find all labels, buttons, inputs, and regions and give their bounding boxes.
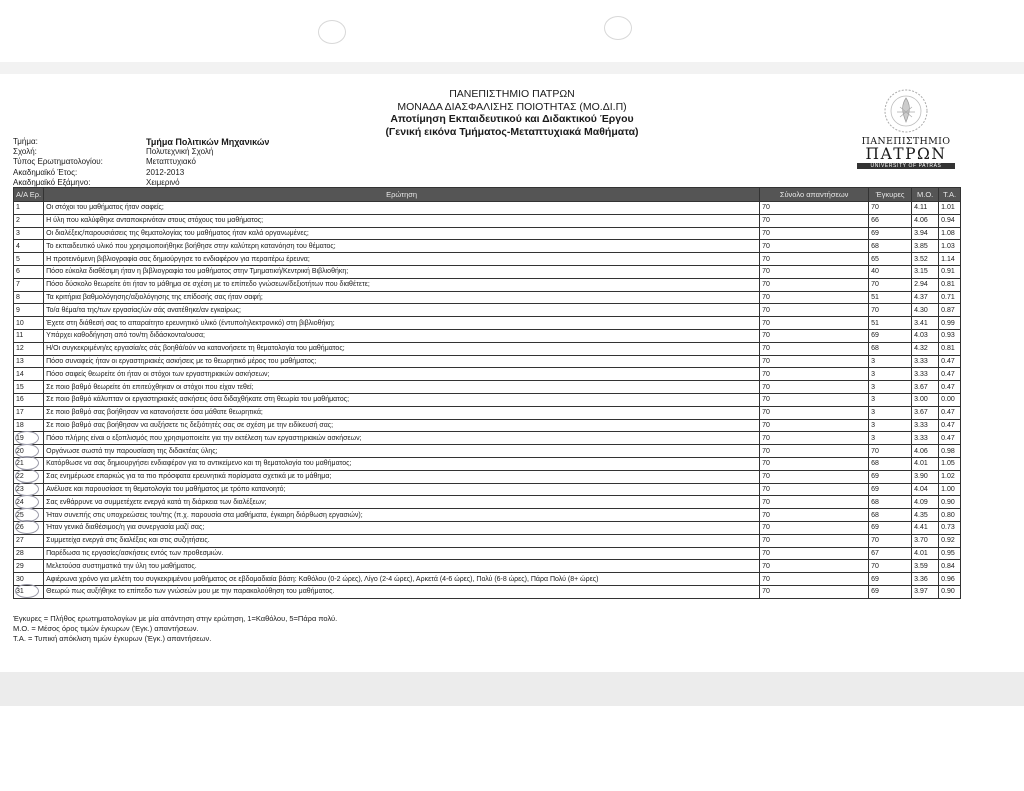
col-header-valid: Έγκυρες	[869, 188, 912, 202]
table-row	[14, 509, 961, 522]
row-mean: 4.35	[912, 509, 939, 522]
row-total: 70	[760, 214, 869, 227]
row-stddev: 0.93	[939, 329, 961, 342]
row-number: 16	[14, 393, 44, 406]
row-question: Σε ποιο βαθμό θεωρείτε ότι επιτεύχθηκαν οι στόχοι που είχαν τεθεί;	[44, 381, 760, 394]
table-row	[14, 381, 961, 394]
seal-icon	[883, 88, 929, 134]
row-number: 22	[14, 470, 44, 483]
row-valid: 70	[869, 202, 912, 215]
table-row	[14, 547, 961, 560]
row-mean: 3.85	[912, 240, 939, 253]
meta-value: 2012-2013	[146, 167, 185, 177]
row-mean: 2.94	[912, 278, 939, 291]
table-row	[14, 278, 961, 291]
handwritten-circle	[15, 495, 39, 509]
table-row	[14, 496, 961, 509]
logo-line2: ΠΑΤΡΩΝ	[865, 145, 947, 163]
row-total: 70	[760, 317, 869, 330]
row-mean: 3.33	[912, 355, 939, 368]
row-stddev: 0.99	[939, 317, 961, 330]
row-question: Έχετε στη διάθεσή σας το απαραίτητο ερευνητικό υλικό (έντυπο/ηλεκτρονικό) στη βιβλιοθήκη;	[44, 317, 760, 330]
row-question: Συμμετείχα ενεργά στις διαλέξεις και στις συζητήσεις.	[44, 534, 760, 547]
meta-row	[13, 137, 406, 147]
row-mean: 3.33	[912, 432, 939, 445]
row-stddev: 1.03	[939, 240, 961, 253]
row-mean: 3.94	[912, 227, 939, 240]
row-total: 70	[760, 585, 869, 598]
results-table	[13, 187, 961, 599]
row-mean: 3.00	[912, 393, 939, 406]
footnote-stddev: Τ.Α. = Τυπική απόκλιση τιμών έγκυρων (Έγκ.) απαντήσεων.	[13, 634, 212, 643]
row-stddev: 0.87	[939, 304, 961, 317]
row-stddev: 1.01	[939, 202, 961, 215]
punch-hole-left	[318, 20, 346, 44]
meta-label: Τμήμα:	[13, 137, 38, 146]
row-mean: 3.70	[912, 534, 939, 547]
row-stddev: 0.96	[939, 573, 961, 586]
table-row	[14, 342, 961, 355]
row-total: 70	[760, 406, 869, 419]
col-header-number: Α/Α Ερ.	[14, 188, 44, 202]
row-question: Τα κριτήρια βαθμολόγησης/αξιολόγησης της επίδοσής σας ήταν σαφή;	[44, 291, 760, 304]
row-valid: 68	[869, 509, 912, 522]
row-number: 17	[14, 406, 44, 419]
row-mean: 3.59	[912, 560, 939, 573]
row-valid: 51	[869, 291, 912, 304]
row-stddev: 0.94	[939, 214, 961, 227]
row-total: 70	[760, 547, 869, 560]
row-number: 24	[14, 496, 44, 509]
meta-label: Σχολή:	[13, 147, 37, 157]
row-total: 70	[760, 329, 869, 342]
row-question: Οι στόχοι του μαθήματος ήταν σαφείς;	[44, 202, 760, 215]
row-stddev: 0.84	[939, 560, 961, 573]
row-mean: 4.41	[912, 521, 939, 534]
row-number: 19	[14, 432, 44, 445]
row-valid: 70	[869, 304, 912, 317]
row-number: 21	[14, 457, 44, 470]
row-question: Πόσο συναφείς ήταν οι εργαστηριακές ασκήσεις με το θεωρητικό μέρος του μαθήματος;	[44, 355, 760, 368]
row-number: 3	[14, 227, 44, 240]
row-stddev: 0.73	[939, 521, 961, 534]
table-row	[14, 457, 961, 470]
row-mean: 4.03	[912, 329, 939, 342]
table-row	[14, 240, 961, 253]
row-total: 70	[760, 393, 869, 406]
row-stddev: 0.90	[939, 585, 961, 598]
row-number: 12	[14, 342, 44, 355]
row-total: 70	[760, 227, 869, 240]
table-row	[14, 227, 961, 240]
row-stddev: 0.81	[939, 278, 961, 291]
handwritten-circle	[15, 482, 39, 496]
row-stddev: 0.47	[939, 368, 961, 381]
scan-noise-bottom	[0, 672, 1024, 706]
row-mean: 3.67	[912, 381, 939, 394]
table-row	[14, 329, 961, 342]
row-number: 15	[14, 381, 44, 394]
meta-label: Τύπος Ερωτηματολογίου:	[13, 157, 103, 167]
table-row	[14, 355, 961, 368]
row-valid: 69	[869, 470, 912, 483]
footnote-mean: Μ.Ο. = Μέσος όρος τιμών έγκυρων (Έγκ.) απαντήσεων.	[13, 624, 199, 633]
col-header-stddev: Τ.Α.	[939, 188, 961, 202]
row-total: 70	[760, 355, 869, 368]
meta-row	[13, 157, 406, 167]
row-stddev: 0.80	[939, 509, 961, 522]
row-stddev: 0.95	[939, 547, 961, 560]
row-number: 30	[14, 573, 44, 586]
meta-row	[13, 147, 406, 157]
row-mean: 3.90	[912, 470, 939, 483]
row-number: 8	[14, 291, 44, 304]
row-stddev: 1.02	[939, 470, 961, 483]
meta-value: Μεταπτυχιακό	[146, 157, 196, 167]
row-number: 6	[14, 265, 44, 278]
report-subtitle: (Γενική εικόνα Τμήματος-Μεταπτυχιακά Μαθήματα)	[385, 125, 639, 138]
row-question: Ήταν γενικά διαθέσιμος/η για συνεργασία μαζί σας;	[44, 521, 760, 534]
row-mean: 3.33	[912, 368, 939, 381]
row-stddev: 0.47	[939, 355, 961, 368]
row-total: 70	[760, 265, 869, 278]
table-row	[14, 304, 961, 317]
logo-line1: ΠΑΝΕΠΙΣΤΗΜΙΟ	[861, 136, 951, 147]
row-question: Σε ποιο βαθμό κάλυπταν οι εργαστηριακές ασκήσεις όσα διδαχθήκατε στη θεωρία του μαθήματος;	[44, 393, 760, 406]
row-question: Η/Οι συγκεκριμένη/ες εργασία/ες σάς βοηθά/ούν να κατανοήσετε τη θεματολογία του μαθήματος;	[44, 342, 760, 355]
report-title: Αποτίμηση Εκπαιδευτικού και Διδακτικού Έργου	[390, 113, 634, 125]
row-stddev: 0.92	[939, 534, 961, 547]
row-total: 70	[760, 342, 869, 355]
handwritten-circle	[15, 431, 39, 445]
row-mean: 4.06	[912, 445, 939, 458]
row-valid: 3	[869, 406, 912, 419]
row-question: Πόσο δύσκολο θεωρείτε ότι ήταν το μάθημα σε σχέση με το επίπεδο γνώσεων/δεξιοτήτων που διαθέτετε;	[44, 278, 760, 291]
meta-label: Ακαδημαϊκό Έτος:	[13, 167, 78, 177]
row-valid: 3	[869, 355, 912, 368]
row-question: Αφιέρωνα χρόνο για μελέτη του συγκεκριμένου μαθήματος σε εβδομαδιαία βάση: Καθόλου (0-2 ώρες), Λίγο (2-4 ώρες), Αρκετά (4-6 ώρες), Πολύ (6-8 ώρες), Πάρα Πολύ (8+ ώρες)	[44, 573, 760, 586]
university-title: ΠΑΝΕΠΙΣΤΗΜΙΟ ΠΑΤΡΩΝ	[449, 88, 575, 100]
row-mean: 3.97	[912, 585, 939, 598]
row-valid: 68	[869, 342, 912, 355]
row-stddev: 0.98	[939, 445, 961, 458]
row-mean: 4.30	[912, 304, 939, 317]
col-header-question: Ερώτηση	[44, 188, 760, 202]
university-logo	[855, 88, 957, 182]
row-total: 70	[760, 381, 869, 394]
table-body	[14, 202, 961, 599]
row-total: 70	[760, 278, 869, 291]
row-question: Μελετούσα συστηματικά την ύλη του μαθήματος.	[44, 560, 760, 573]
row-stddev: 1.08	[939, 227, 961, 240]
row-total: 70	[760, 253, 869, 266]
punch-hole-right	[604, 16, 632, 40]
row-question: Σε ποιο βαθμό σας βοήθησαν να αυξήσετε τις δεξιότητές σας σε σχέση με την ειδίκευσή σας;	[44, 419, 760, 432]
row-number: 14	[14, 368, 44, 381]
row-question: Οι διαλέξεις/παρουσιάσεις της θεματολογίας του μαθήματος ήταν καλά οργανωμένες;	[44, 227, 760, 240]
row-valid: 70	[869, 534, 912, 547]
table-row	[14, 560, 961, 573]
row-valid: 3	[869, 393, 912, 406]
row-total: 70	[760, 496, 869, 509]
meta-value: Χειμερινό	[146, 177, 180, 187]
row-valid: 65	[869, 253, 912, 266]
row-total: 70	[760, 521, 869, 534]
table-footnotes	[13, 614, 337, 644]
row-number: 26	[14, 521, 44, 534]
row-number: 31	[14, 585, 44, 598]
table-row	[14, 317, 961, 330]
row-total: 70	[760, 291, 869, 304]
row-total: 70	[760, 202, 869, 215]
row-question: Οργάνωσε σωστά την παρουσίαση της διδακτέας ύλης;	[44, 445, 760, 458]
row-total: 70	[760, 432, 869, 445]
row-valid: 3	[869, 432, 912, 445]
row-mean: 3.36	[912, 573, 939, 586]
row-mean: 3.41	[912, 317, 939, 330]
table-row	[14, 265, 961, 278]
meta-value: Τμήμα Πολιτικών Μηχανικών	[146, 137, 270, 147]
row-valid: 70	[869, 445, 912, 458]
table-row	[14, 214, 961, 227]
row-number: 28	[14, 547, 44, 560]
row-mean: 4.11	[912, 202, 939, 215]
row-question: Θεωρώ πως αυξήθηκε το επίπεδο των γνώσεών μου με την παρακολούθηση του μαθήματος.	[44, 585, 760, 598]
row-stddev: 0.47	[939, 406, 961, 419]
meta-value: Πολυτεχνική Σχολή	[146, 147, 214, 157]
row-question: Ήταν συνεπής στις υποχρεώσεις του/της (π.χ. παρουσία στα μαθήματα, έγκαιρη διόρθωση εργασιών);	[44, 509, 760, 522]
row-valid: 69	[869, 573, 912, 586]
row-question: Η προτεινόμενη βιβλιογραφία σας δημιούργησε το ενδιαφέρον για περαιτέρω έρευνα;	[44, 253, 760, 266]
row-mean: 4.01	[912, 457, 939, 470]
row-number: 4	[14, 240, 44, 253]
row-number: 2	[14, 214, 44, 227]
meta-row	[13, 168, 406, 178]
table-row	[14, 368, 961, 381]
row-stddev: 0.71	[939, 291, 961, 304]
row-total: 70	[760, 368, 869, 381]
row-valid: 3	[869, 368, 912, 381]
row-valid: 69	[869, 329, 912, 342]
row-number: 13	[14, 355, 44, 368]
col-header-mean: Μ.Ο.	[912, 188, 939, 202]
row-total: 70	[760, 419, 869, 432]
row-number: 9	[14, 304, 44, 317]
row-valid: 69	[869, 585, 912, 598]
row-mean: 3.15	[912, 265, 939, 278]
row-stddev: 0.90	[939, 496, 961, 509]
table-row	[14, 253, 961, 266]
table-row	[14, 534, 961, 547]
row-total: 70	[760, 573, 869, 586]
row-stddev: 1.05	[939, 457, 961, 470]
footnote-valid: Έγκυρες = Πλήθος ερωτηματολογίων με μία απάντηση στην ερώτηση, 1=Καθόλου, 5=Πάρα πολύ.	[13, 614, 338, 623]
row-number: 7	[14, 278, 44, 291]
table-row	[14, 202, 961, 215]
row-valid: 68	[869, 457, 912, 470]
table-row	[14, 419, 961, 432]
table-row	[14, 393, 961, 406]
row-mean: 4.32	[912, 342, 939, 355]
row-question: Το/α θέμα/τα της/των εργασίας/ών σάς ανατέθηκε/αν εγκαίρως;	[44, 304, 760, 317]
row-question: Το εκπαιδευτικό υλικό που χρησιμοποιήθηκε βοήθησε στην καλύτερη κατανόηση του θέματος;	[44, 240, 760, 253]
table-row	[14, 573, 961, 586]
row-question: Σας ενθάρρυνε να συμμετέχετε ενεργά κατά τη διάρκεια των διαλέξεων;	[44, 496, 760, 509]
row-mean: 3.52	[912, 253, 939, 266]
row-number: 5	[14, 253, 44, 266]
row-mean: 3.67	[912, 406, 939, 419]
row-total: 70	[760, 509, 869, 522]
col-header-total: Σύνολο απαντήσεων	[760, 188, 869, 202]
row-mean: 4.01	[912, 547, 939, 560]
row-question: Ανέλυσε και παρουσίασε τη θεματολογία του μαθήματος με τρόπο κατανοητό;	[44, 483, 760, 496]
row-question: Πόσο πλήρης είναι ο εξοπλισμός που χρησιμοποιείτε για την εκτέλεση των εργαστηριακών ασκήσεων;	[44, 432, 760, 445]
row-number: 18	[14, 419, 44, 432]
row-number: 29	[14, 560, 44, 573]
row-total: 70	[760, 240, 869, 253]
table-row	[14, 432, 961, 445]
row-stddev: 0.47	[939, 419, 961, 432]
table-row	[14, 521, 961, 534]
row-question: Κατόρθωσε να σας δημιουργήσει ενδιαφέρον για το αντικείμενο και τη θεματολογία του μαθήματος;	[44, 457, 760, 470]
row-question: Πόσο σαφείς θεωρείτε ότι ήταν οι στόχοι των εργαστηριακών ασκήσεων;	[44, 368, 760, 381]
row-total: 70	[760, 445, 869, 458]
row-valid: 70	[869, 560, 912, 573]
row-stddev: 0.81	[939, 342, 961, 355]
row-mean: 4.37	[912, 291, 939, 304]
row-total: 70	[760, 560, 869, 573]
row-stddev: 0.91	[939, 265, 961, 278]
row-number: 20	[14, 445, 44, 458]
row-number: 1	[14, 202, 44, 215]
row-valid: 40	[869, 265, 912, 278]
row-total: 70	[760, 304, 869, 317]
row-stddev: 1.14	[939, 253, 961, 266]
row-question: Η ύλη που καλύφθηκε ανταποκρινόταν στους στόχους του μαθήματος;	[44, 214, 760, 227]
row-stddev: 0.00	[939, 393, 961, 406]
row-number: 23	[14, 483, 44, 496]
row-total: 70	[760, 457, 869, 470]
row-number: 10	[14, 317, 44, 330]
scan-noise-top	[0, 62, 1024, 74]
table-row	[14, 585, 961, 598]
row-total: 70	[760, 534, 869, 547]
row-number: 25	[14, 509, 44, 522]
row-valid: 3	[869, 381, 912, 394]
row-valid: 70	[869, 278, 912, 291]
meta-label: Ακαδημαϊκό Εξάμηνο:	[13, 177, 91, 187]
unit-title: ΜΟΝΑΔΑ ΔΙΑΣΦΑΛΙΣΗΣ ΠΟΙΟΤΗΤΑΣ (ΜΟ.ΔΙ.Π)	[397, 100, 627, 113]
row-mean: 4.09	[912, 496, 939, 509]
row-mean: 4.06	[912, 214, 939, 227]
metadata-block	[13, 137, 406, 188]
table-row	[14, 291, 961, 304]
table-row	[14, 470, 961, 483]
row-stddev: 0.47	[939, 432, 961, 445]
row-question: Σε ποιο βαθμό σας βοήθησαν να κατανοήσετε όσα μάθατε θεωρητικά;	[44, 406, 760, 419]
row-question: Υπάρχει καθοδήγηση από τον/τη διδάσκοντα/ουσα;	[44, 329, 760, 342]
row-mean: 3.33	[912, 419, 939, 432]
row-valid: 67	[869, 547, 912, 560]
row-valid: 68	[869, 240, 912, 253]
row-question: Σας ενημέρωσε επαρκώς για τα πιο πρόσφατα ερευνητικά πορίσματα σχετικά με το μάθημα;	[44, 470, 760, 483]
table-row	[14, 483, 961, 496]
row-total: 70	[760, 483, 869, 496]
logo-line3: UNIVERSITY OF PATRAS	[857, 163, 955, 169]
row-question: Παρέδωσα τις εργασίες/ασκήσεις εντός των προθεσμιών.	[44, 547, 760, 560]
row-valid: 51	[869, 317, 912, 330]
row-valid: 69	[869, 521, 912, 534]
table-row	[14, 445, 961, 458]
row-valid: 68	[869, 496, 912, 509]
row-number: 27	[14, 534, 44, 547]
row-valid: 3	[869, 419, 912, 432]
row-valid: 66	[869, 214, 912, 227]
row-stddev: 0.47	[939, 381, 961, 394]
row-number: 11	[14, 329, 44, 342]
table-header-row	[14, 188, 961, 202]
row-total: 70	[760, 470, 869, 483]
row-stddev: 1.00	[939, 483, 961, 496]
row-mean: 4.04	[912, 483, 939, 496]
row-valid: 69	[869, 227, 912, 240]
table-row	[14, 406, 961, 419]
row-valid: 69	[869, 483, 912, 496]
row-question: Πόσο εύκολα διαθέσιμη ήταν η βιβλιογραφία του μαθήματος στην Τμηματική/Κεντρική Βιβλιοθήκη;	[44, 265, 760, 278]
